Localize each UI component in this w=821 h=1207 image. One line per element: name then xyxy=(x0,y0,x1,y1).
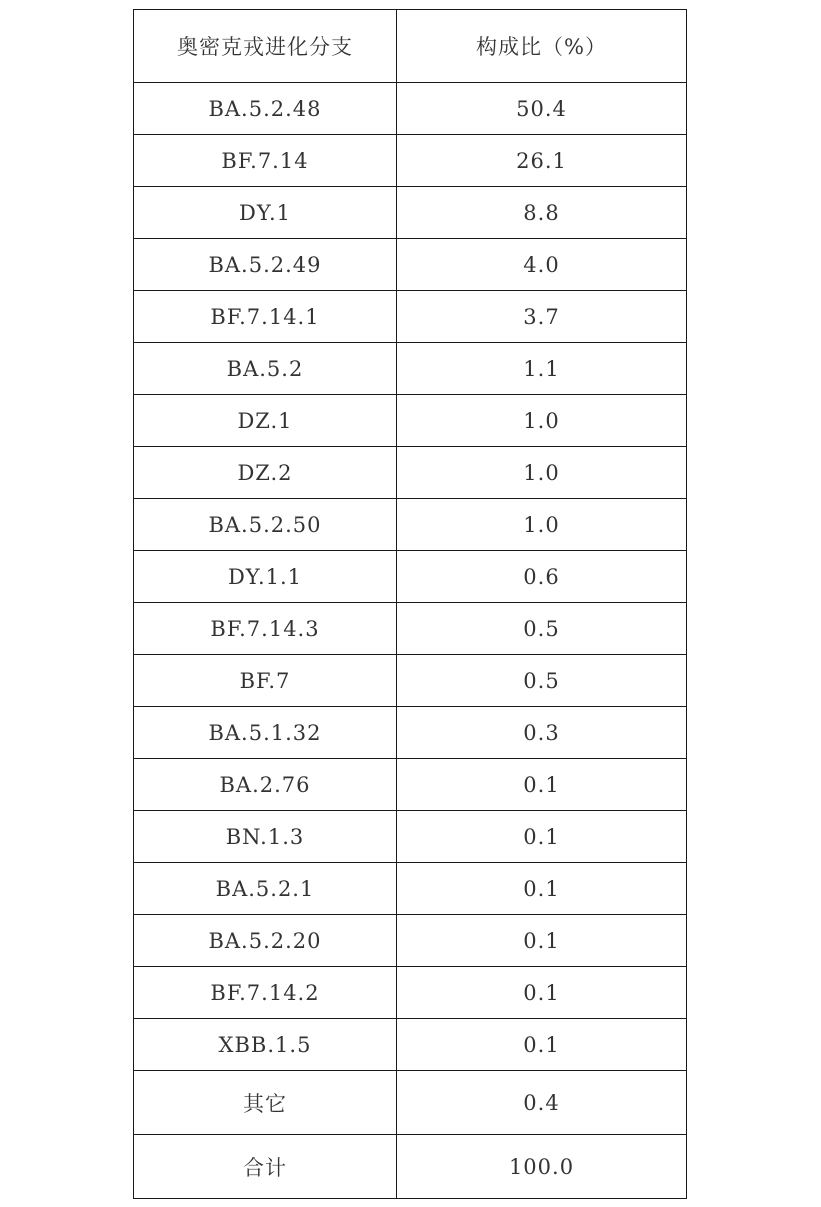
branch-cell: BF.7.14.3 xyxy=(134,603,397,655)
branch-cell: BA.5.2.49 xyxy=(134,239,397,291)
branch-cell: BA.5.2 xyxy=(134,343,397,395)
ratio-cell: 1.0 xyxy=(397,447,687,499)
lineage-table-container xyxy=(133,9,686,1199)
table-row xyxy=(134,291,687,343)
ratio-cell: 50.4 xyxy=(397,83,687,135)
branch-cell: BF.7 xyxy=(134,655,397,707)
ratio-cell: 0.1 xyxy=(397,759,687,811)
branch-cell: BA.5.2.20 xyxy=(134,915,397,967)
table-row xyxy=(134,447,687,499)
total-row xyxy=(134,1135,687,1199)
ratio-cell: 0.1 xyxy=(397,863,687,915)
ratio-cell: 0.1 xyxy=(397,811,687,863)
ratio-cell: 0.1 xyxy=(397,967,687,1019)
table-row xyxy=(134,707,687,759)
header-ratio: 构成比（%） xyxy=(397,10,687,83)
table-row xyxy=(134,83,687,135)
branch-cell: DY.1.1 xyxy=(134,551,397,603)
other-ratio-cell: 0.4 xyxy=(397,1071,687,1135)
table-row xyxy=(134,811,687,863)
table-row xyxy=(134,967,687,1019)
table-row xyxy=(134,239,687,291)
table-row xyxy=(134,915,687,967)
branch-cell: DZ.2 xyxy=(134,447,397,499)
table-row xyxy=(134,499,687,551)
ratio-cell: 8.8 xyxy=(397,187,687,239)
other-row xyxy=(134,1071,687,1135)
branch-cell: BA.5.2.50 xyxy=(134,499,397,551)
total-ratio-cell: 100.0 xyxy=(397,1135,687,1199)
branch-cell: DY.1 xyxy=(134,187,397,239)
branch-cell: XBB.1.5 xyxy=(134,1019,397,1071)
lineage-table xyxy=(133,9,687,1199)
table-row xyxy=(134,395,687,447)
ratio-cell: 4.0 xyxy=(397,239,687,291)
table-row xyxy=(134,759,687,811)
table-row xyxy=(134,551,687,603)
branch-cell: BF.7.14.2 xyxy=(134,967,397,1019)
other-branch-cell: 其它 xyxy=(134,1071,397,1135)
branch-cell: BF.7.14 xyxy=(134,135,397,187)
ratio-cell: 3.7 xyxy=(397,291,687,343)
ratio-cell: 26.1 xyxy=(397,135,687,187)
table-row xyxy=(134,187,687,239)
table-row xyxy=(134,135,687,187)
table-row xyxy=(134,603,687,655)
ratio-cell: 0.5 xyxy=(397,603,687,655)
ratio-cell: 0.1 xyxy=(397,1019,687,1071)
ratio-cell: 1.0 xyxy=(397,395,687,447)
table-header-row xyxy=(134,10,687,83)
branch-cell: BN.1.3 xyxy=(134,811,397,863)
table-body xyxy=(134,10,687,1199)
header-branch: 奥密克戎进化分支 xyxy=(134,10,397,83)
ratio-cell: 1.0 xyxy=(397,499,687,551)
ratio-cell: 0.6 xyxy=(397,551,687,603)
ratio-cell: 0.1 xyxy=(397,915,687,967)
total-branch-cell: 合计 xyxy=(134,1135,397,1199)
table-row xyxy=(134,655,687,707)
table-row xyxy=(134,1019,687,1071)
branch-cell: BA.5.2.1 xyxy=(134,863,397,915)
ratio-cell: 0.3 xyxy=(397,707,687,759)
branch-cell: BA.5.1.32 xyxy=(134,707,397,759)
ratio-cell: 1.1 xyxy=(397,343,687,395)
branch-cell: BA.2.76 xyxy=(134,759,397,811)
branch-cell: DZ.1 xyxy=(134,395,397,447)
table-row xyxy=(134,343,687,395)
branch-cell: BA.5.2.48 xyxy=(134,83,397,135)
ratio-cell: 0.5 xyxy=(397,655,687,707)
branch-cell: BF.7.14.1 xyxy=(134,291,397,343)
table-row xyxy=(134,863,687,915)
